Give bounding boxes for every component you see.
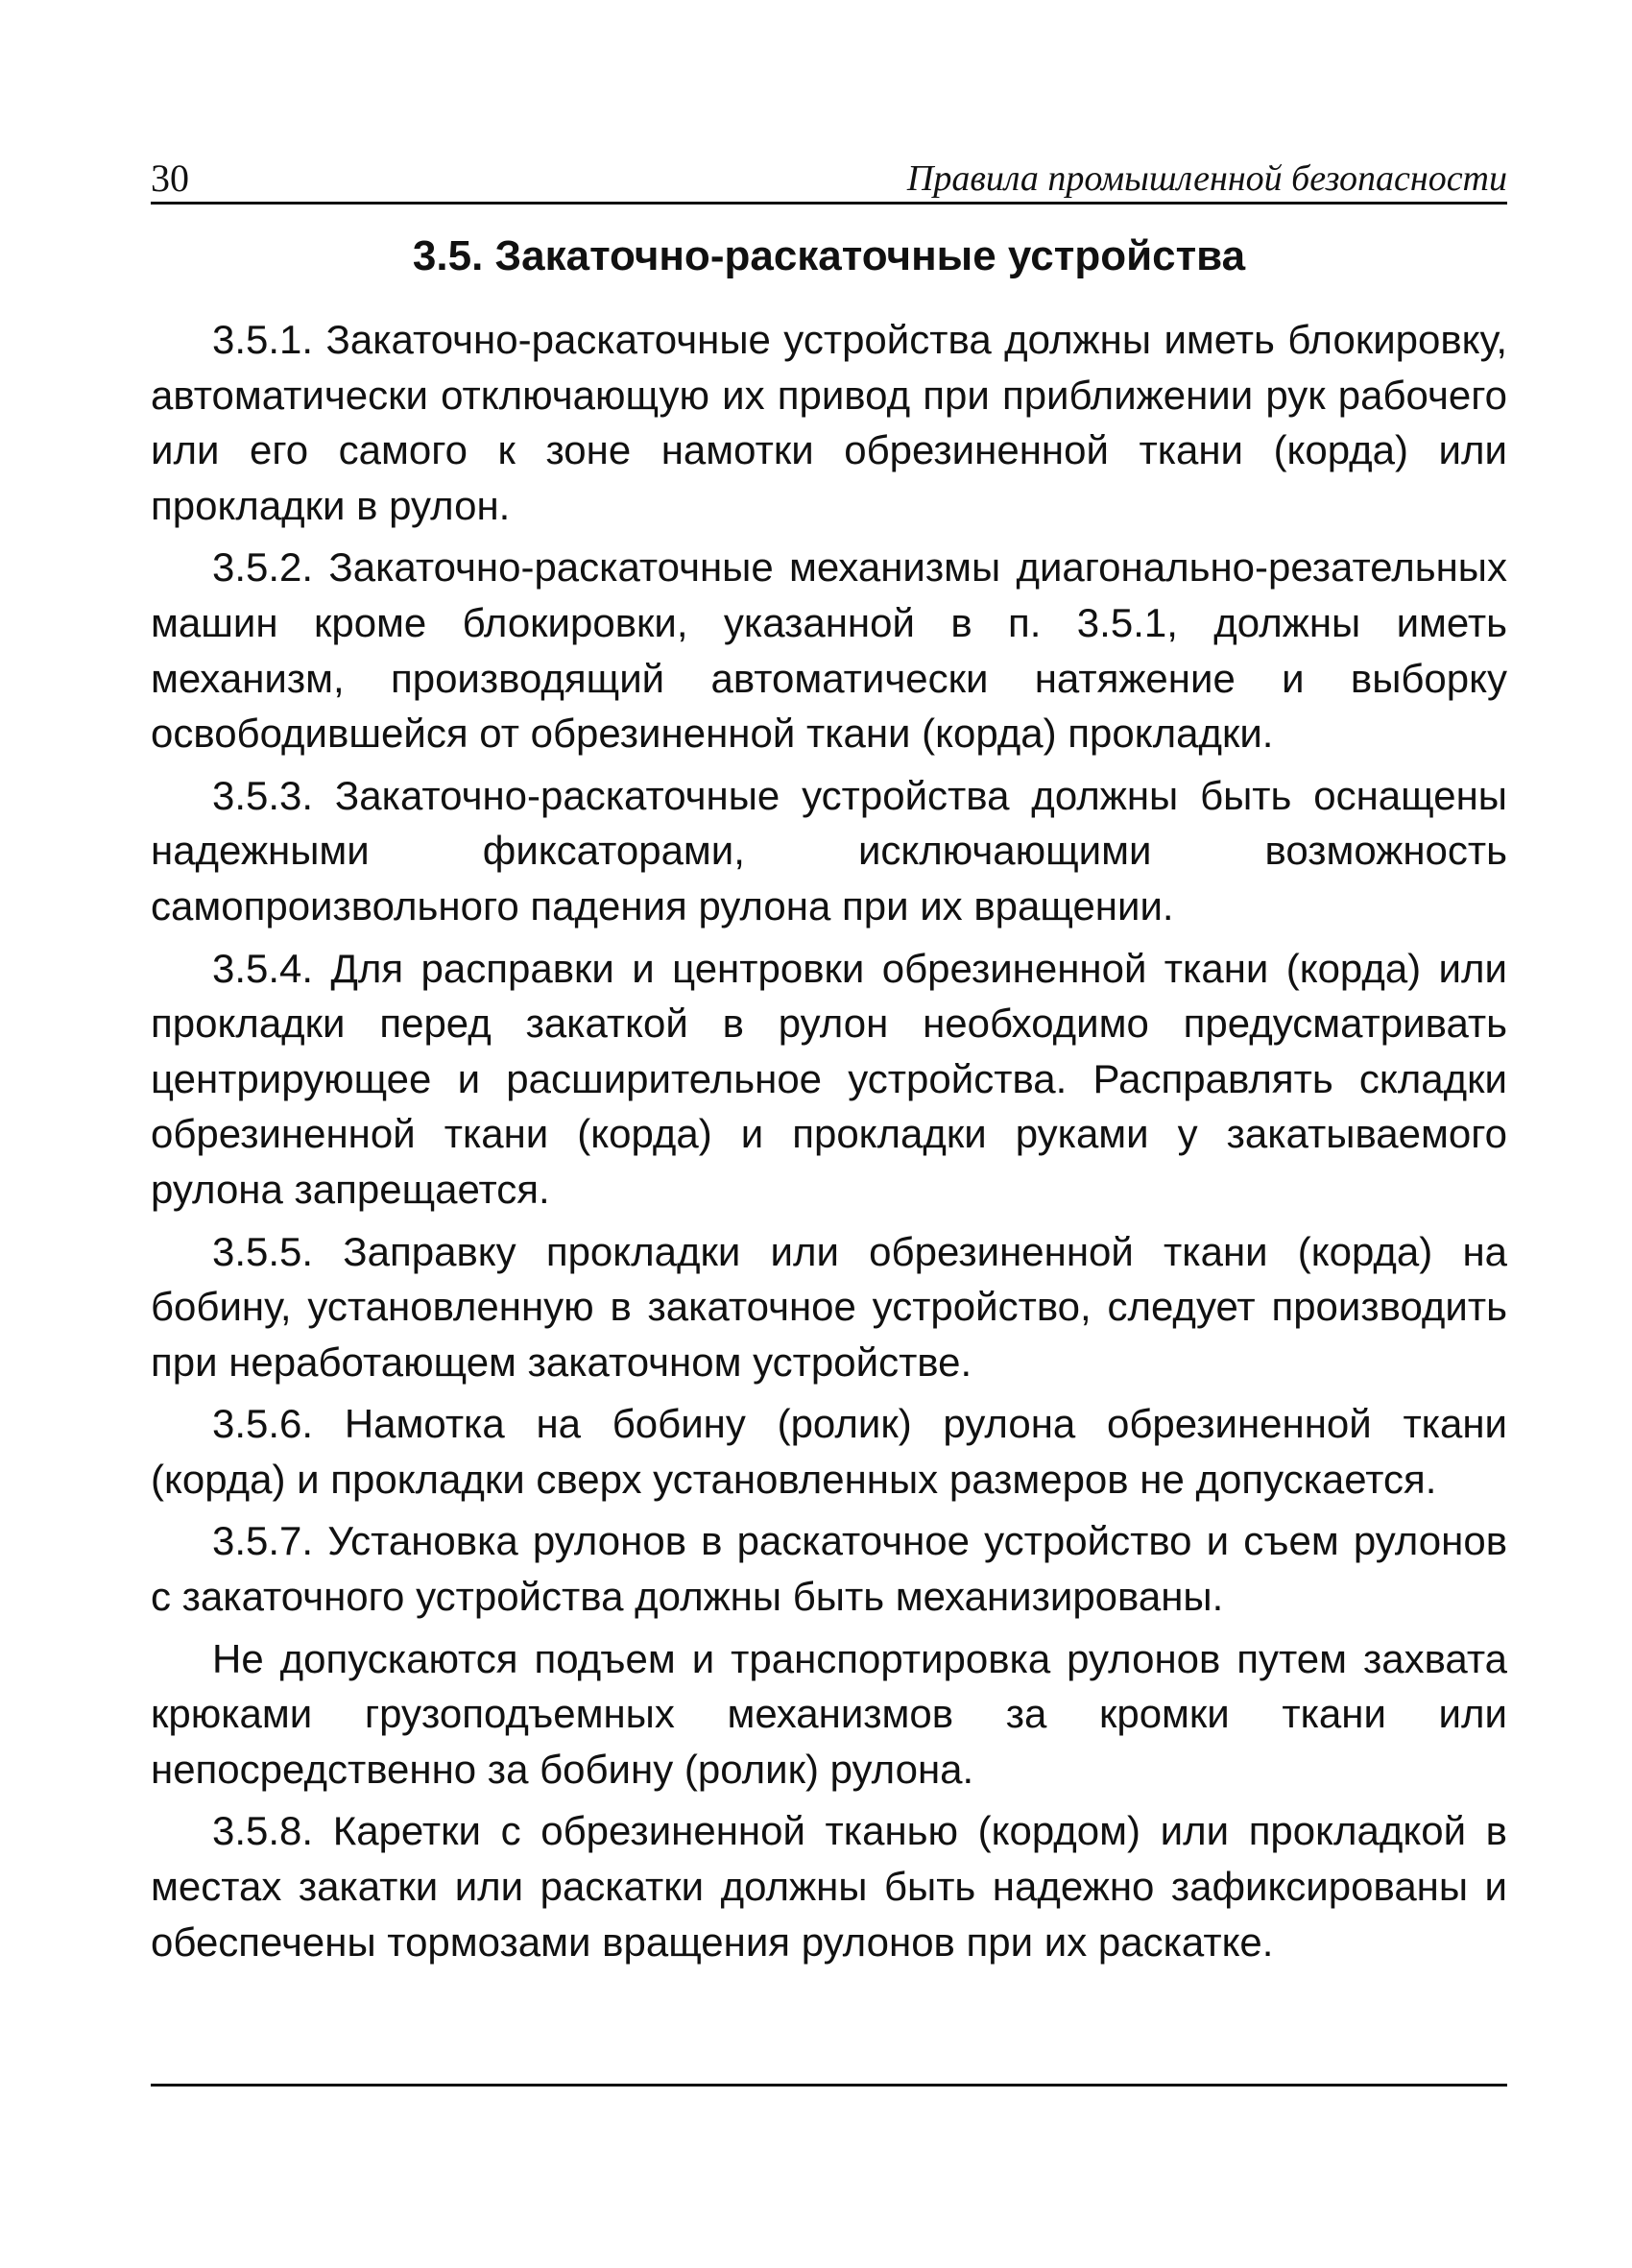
paragraph-3-5-8: 3.5.8. Каретки с обрезиненной тканью (кордом) или прокладкой в местах закатки или раскатки должны быть надежно зафиксированы и обеспечены тормозами вращения рулонов при их раскатке. — [151, 1808, 1507, 1965]
paragraph-3-5-7: 3.5.7. Установка рулонов в раскаточное устройство и съем рулонов с закаточного устройства должны быть механизированы. — [151, 1518, 1507, 1620]
page-header — [151, 154, 1507, 205]
paragraph-3-5-4: 3.5.4. Для расправки и центровки обрезиненной ткани (корда) или прокладки перед закаткой в рулон необходимо предусматривать центрирующее и расширительное устройства. Расправлять складки обрезиненной ткани (корда) и прокладки руками у закатываемого рулона запрещается. — [151, 945, 1507, 1212]
paragraph-3-5-3: 3.5.3. Закаточно-раскаточные устройства должны быть оснащены надежными фиксаторами, исключающими возможность самопроизвольного падения рулона при их вращении. — [151, 772, 1507, 929]
page-number: 30 — [151, 157, 189, 200]
paragraph-3-5-7-note: Не допускаются подъем и транспортировка рулонов путем захвата крюками грузоподъемных механизмов за кромки ткани или непосредственно за бобину (ролик) рулона. — [151, 1635, 1507, 1792]
paragraph-3-5-5: 3.5.5. Заправку прокладки или обрезиненной ткани (корда) на бобину, установленную в закаточное устройство, следует производить при неработающем закаточном устройстве. — [151, 1228, 1507, 1385]
paragraph-3-5-1: 3.5.1. Закаточно-раскаточные устройства должны иметь блокировку, автоматически отключающую их привод при приближении рук рабочего или его самого к зоне намотки обрезиненной ткани (корда) или прокладки в рулон. — [151, 317, 1507, 528]
footer-rule — [151, 2084, 1507, 2087]
running-title: Правила промышленной безопасности — [906, 158, 1507, 199]
paragraph-3-5-2: 3.5.2. Закаточно-раскаточные механизмы диагонально-резательных машин кроме блокировки, указанной в п. 3.5.1, должны иметь механизм, производящий автоматически натяжение и выборку освободившейся от обрезиненной ткани (корда) прокладки. — [151, 544, 1507, 757]
paragraph-3-5-6: 3.5.6. Намотка на бобину (ролик) рулона обрезиненной ткани (корда) и прокладки сверх установленных размеров не допускается. — [151, 1401, 1507, 1502]
section-title: 3.5. Закаточно-раскаточные устройства — [412, 232, 1246, 279]
body-text — [151, 312, 1507, 1976]
